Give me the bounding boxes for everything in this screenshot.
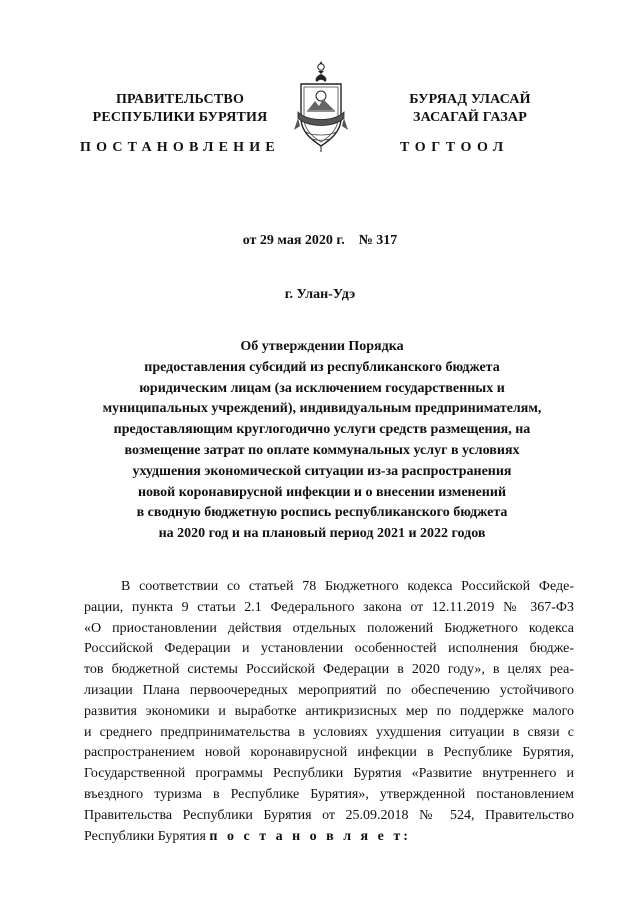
body-line: В соответствии со статьей 78 Бюджетного кодекса Российской Феде-	[121, 579, 574, 594]
republic-of-buryatia-emblem-icon	[292, 60, 350, 156]
body-line: лизации Плана первоочередных мероприятий по обеспечению устойчивого	[84, 682, 574, 698]
title-line: предоставления субсидий из республиканского бюджета	[144, 359, 500, 375]
title-line: предоставляющим круглогодично услуги средств размещения, на	[113, 422, 531, 438]
body-line: «О приостановлении действия отдельных положений Бюджетного кодекса	[84, 620, 574, 636]
body-last-line	[84, 827, 574, 848]
title-line: в сводную бюджетную роспись республиканского бюджета	[136, 505, 508, 521]
body-line: Правительства Республики Бурятия от 25.09.2018 № 524, Правительство	[84, 807, 574, 823]
body-line: рации, пункта 9 статьи 2.1 Федерального закона от 12.11.2019 № 367-ФЗ	[84, 599, 574, 615]
government-name-buryat	[375, 91, 565, 127]
resolution-title	[60, 337, 584, 545]
date-and-number	[0, 233, 640, 249]
body-line: тов бюджетной системы Российской Федерации в 2020 году», в целях реа-	[84, 662, 574, 678]
document-type-buryat: ТОГТООЛ	[400, 140, 509, 155]
title-line: новой коронавирусной инфекции и о внесении изменений	[137, 484, 507, 500]
body-line: развития экономики и выработке антикризисных мер по поддержке малого	[84, 703, 574, 719]
title-line: ухудшения экономической ситуации из-за распространения	[132, 463, 512, 479]
body-last-line-prefix: Республики Бурятия	[84, 828, 206, 844]
title-line: юридическим лицам (за исключением государственных и	[139, 380, 505, 396]
body-line: Государственной программы Республики Бурятия «Развитие внутреннего и	[84, 766, 574, 782]
body-line: распространением новой коронавирусной инфекции в Республике Бурятия,	[84, 745, 574, 761]
header-left-line1: ПРАВИТЕЛЬСТВО	[115, 92, 245, 107]
body-line: и среднего предпринимательства в условиях ухудшения ситуации в связи с	[84, 724, 574, 740]
header-left-line2: РЕСПУБЛИКИ БУРЯТИЯ	[92, 110, 268, 125]
title-line: муниципальных учреждений), индивидуальным предпринимателям,	[102, 401, 542, 417]
title-line: на 2020 год и на плановый период 2021 и 2022 годов	[158, 526, 486, 542]
government-name-russian	[80, 91, 280, 127]
body-line: въездного туризма в Республике Бурятия», утвержденной постановлением	[84, 786, 574, 802]
title-line: Об утверждении Порядка	[240, 339, 404, 354]
title-line: возмещение затрат по оплате коммунальных услуг в условиях	[124, 442, 520, 458]
document-type-russian: ПОСТАНОВЛЕНИЕ	[80, 140, 280, 155]
body-line: Российской Федерации и установлении особенностей исполнения бюдже-	[84, 641, 574, 657]
header-right-line2: ЗАСАГАЙ ГАЗАР	[412, 110, 527, 125]
resolution-body	[84, 577, 574, 847]
date-number-text: от 29 мая 2020 г. № 317	[242, 233, 398, 248]
resolves-word: п о с т а н о в л я е т:	[209, 828, 411, 844]
header-right-line1: БУРЯАД УЛАСАЙ	[409, 92, 531, 107]
city-name: г. Улан-Удэ	[284, 287, 356, 302]
